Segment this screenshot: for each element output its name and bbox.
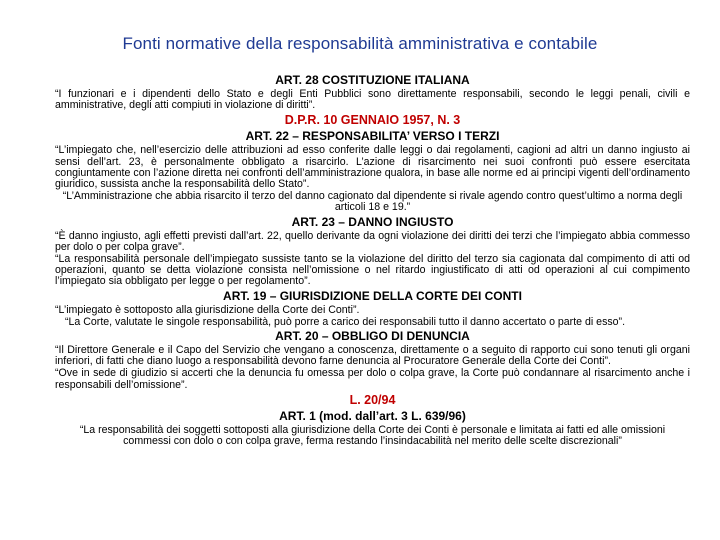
heading-law: L. 20/94 [349,392,396,407]
heading-art20: ART. 20 – OBBLIGO DI DENUNCIA [275,329,470,344]
text-art19-2: “La Corte, valutate le singole responsabilità, può porre a carico dei responsabili tutto il danno accertato o parte di esso”. [65,315,626,328]
heading-dpr: D.P.R. 10 GENNAIO 1957, N. 3 [284,113,461,128]
text-art20-1: “Il Direttore Generale e il Capo del Servizio che vengano a conoscenza, direttamente o a seguito di rapporto cui sono tenuti gli organi inferiori, di fatti che diano luogo a responsabilità devono farne denuncia al Procuratore Generale della Corte dei Conti”. [55,344,690,368]
text-art22-2: “L’Amministrazione che abbia risarcito il terzo del danno cagionato dal dipendente si rivale agendo contro quest’ultimo a norma degli articoli 18 e 19.” [62,190,683,214]
text-art23-1: “È danno ingiusto, agli effetti previsti dall’art. 22, quello derivante da ogni violazione dei diritti dei terzi che l’impiegato abbia commesso per dolo o per colpa grave”. [55,229,690,253]
text-art20-2: “Ove in sede di giudizio si accerti che la denuncia fu omessa per dolo o colpa grave, la Corte può condannare al risarcimento anche i responsabili dell’omissione”. [55,367,690,391]
text-art22-1: “L’impiegato che, nell’esercizio delle attribuzioni ad esso conferite dalle leggi o dai regolamenti, cagioni ad altri un danno ingiusto ai sensi dell’art. 23, è personalmente obbligato a risarcirlo. L’azione di risarcimento nei suoi confronti può essere esercitata congiuntamente con l’azione diretta nei confronti dell’amministrazione qualora, in base alle norme ed ai principi vigenti dell’ordinamento giuridico, sussista anche la responsabilità dello Stato”. [55,144,690,191]
heading-art28: ART. 28 COSTITUZIONE ITALIANA [275,73,470,87]
text-art1: “La responsabilità dei soggetti sottoposti alla giurisdizione della Corte dei Conti è personale e limitata ai fatti ed alle omissioni commessi con dolo o con colpa grave, ferma restando l’insindacabilità nel merito delle scelte discrezionali” [79,423,666,448]
text-art23-2: “La responsabilità personale dell’impiegato sussiste tanto se la violazione del diritto del terzo sia cagionata dal compimento di atti od operazioni, quanto se detta violazione consista nell’omissione o nel ritardo ingiustificato di atti od operazioni al cui compimento l’impiegato sia obbligato per legge o per regolamento”. [55,253,690,288]
slide-title: Fonti normative della responsabilità amministrativa e contabile [122,34,598,53]
text-art28: “I funzionari e i dipendenti dello Stato e degli Enti Pubblici sono direttamente responsabili, secondo le leggi penali, civili e amministrative, degli atti compiuti in violazione di diritti”. [55,88,690,112]
heading-art23: ART. 23 – DANNO INGIUSTO [291,214,454,229]
heading-art1: ART. 1 (mod. dall’art. 3 L. 639/96) [279,408,466,423]
text-art19-1: “L’impiegato è sottoposto alla giurisdizione della Corte dei Conti”. [55,303,360,316]
slide-content [55,72,690,448]
heading-art19: ART. 19 – GIURISDIZIONE DELLA CORTE DEI CONTI [223,288,522,303]
heading-art22: ART. 22 – RESPONSABILITA’ VERSO I TERZI [245,129,500,144]
